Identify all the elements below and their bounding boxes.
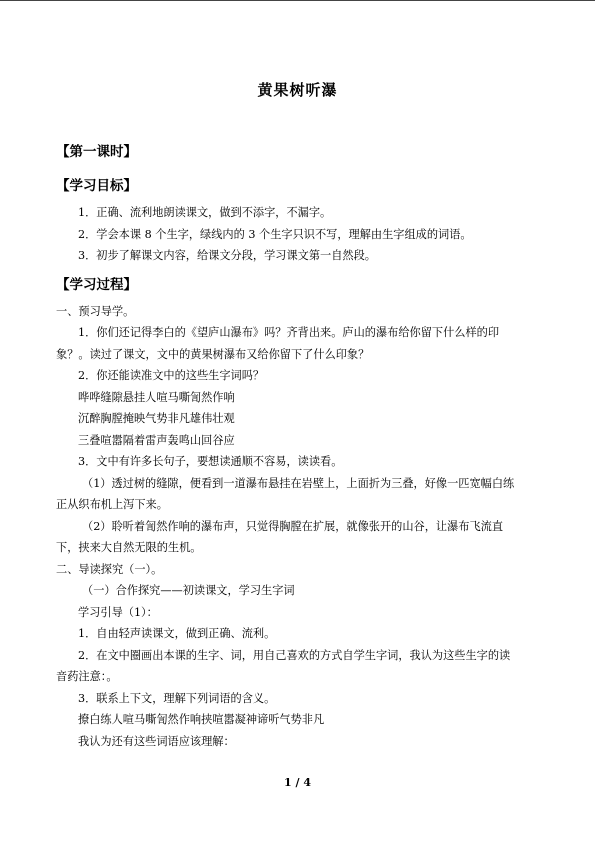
paragraph: 3．文中有许多长句子，要想读通顺不容易，读读看。	[78, 455, 343, 468]
top-border-line	[0, 0, 595, 1]
word-list: 三叠喧嚣隔着雷声轰鸣山回谷应	[78, 433, 235, 447]
heading-lesson: 【第一课时】	[56, 144, 137, 160]
guide-heading: 学习引导（1）：	[78, 605, 158, 619]
document-body	[56, 142, 544, 752]
process-section	[56, 301, 544, 753]
sentence-continuation: 下，挟来大自然无限的生机。	[56, 541, 202, 554]
word-list: 沉醉胸膛掩映气势非凡雄伟壮观	[78, 412, 235, 425]
sentence-continuation: 正从织布机上泻下来。	[56, 498, 168, 511]
word-list: 撩白练人喧马嘶訇然作响挟喧嚣凝神谛听气势非凡	[78, 713, 325, 726]
paragraph: 我认为还有这些词语应该理解：	[78, 734, 235, 748]
heading-goals: 【学习目标】	[56, 178, 137, 194]
section-heading: 二、导读探究（一）。	[56, 562, 163, 576]
page-number: 1 / 4	[284, 776, 311, 789]
goal-item: 3．初步了解课文内容，给课文分段，学习课文第一自然段。	[78, 249, 376, 262]
goal-item: 1．正确、流利地朗读课文，做到不添字，不漏字。	[78, 206, 332, 219]
paragraph: 3．联系上下文，理解下列词语的含义。	[78, 691, 276, 705]
word-list: 哗哗缝隙悬挂人喧马嘶訇然作响	[78, 390, 235, 404]
sentence: （1）透过树的缝隙，便看到一道瀑布悬挂在岩壁上，上面折为三叠，好像一匹宽幅白练	[82, 476, 515, 490]
section-heading: 一、预习导学。	[56, 304, 135, 318]
paragraph-continuation: 音药注意：。	[56, 670, 118, 683]
paragraph: 2．在文中圈画出本课的生字、词，用自己喜欢的方式自学生字词，我认为这些生字的读	[78, 648, 511, 662]
goals-list	[56, 202, 544, 267]
paragraph: 1．自由轻声读课文，做到正确、流利。	[78, 627, 276, 640]
page-title: 黄果树听瀑	[257, 81, 338, 99]
sentence: （2）聆听着訇然作响的瀑布声，只觉得胸膛在扩展，就像张开的山谷，让瀑布飞流直	[82, 519, 504, 533]
paragraph: 2．你还能读准文中的这些生字词吗？	[78, 369, 265, 382]
subsection-heading: （一）合作探究——初读课文，学习生字词	[82, 584, 295, 597]
heading-process: 【学习过程】	[56, 276, 137, 293]
paragraph-continuation: 象？。读过了课文，文中的黄果树瀑布又给你留下了什么印象？	[56, 347, 370, 361]
goal-item: 2．学会本课 8 个生字，绿线内的 3 个生字只识不写，理解由生字组成的词语。	[78, 227, 472, 241]
paragraph: 1．你们还记得李白的《望庐山瀑布》吗？齐背出来。庐山的瀑布给你留下什么样的印	[78, 326, 500, 339]
